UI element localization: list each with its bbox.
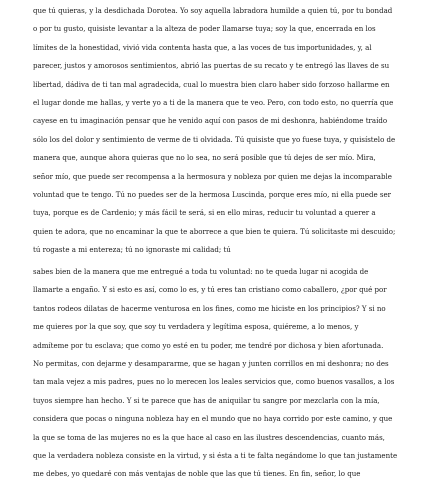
- text-line: el lugar donde me hallas, y verte yo a ti de la manera que te veo. Pero, con todo esto, no querría que: [33, 98, 394, 108]
- text-line: señor mío, que puede ser recompensa a la hermosura y nobleza por quien me dejas la incomparable: [33, 171, 392, 181]
- text-line: voluntad que te tengo. Tú no puedes ser de la hermosa Luscinda, porque eres mío, ni ella puede ser: [33, 190, 392, 200]
- text-line: que tú quieras, y la desdichada Dorotea. Yo soy aquella labradora humilde a quien tú, por tu bondad: [33, 6, 393, 15]
- text-line: admíteme por tu esclava; que como yo esté en tu poder, me tendré por dichosa y bien afortunada.: [33, 340, 384, 350]
- text-line: me quieres por la que soy, que soy tu verdadera y legítima esposa, quiéreme, a lo menos, y: [33, 322, 359, 332]
- text-line: tan mala vejez a mis padres, pues no lo merecen los leales servicios que, como buenos vasallos, a los: [33, 377, 395, 387]
- text-line: que la verdadera nobleza consiste en la virtud, y si ésta a ti te falta negándome lo que tan justamente: [33, 451, 398, 461]
- text-line: libertad, dádiva de ti tan mal agradecida, cual lo muestra bien claro haber sido forzoso hallarme en: [33, 79, 390, 89]
- text-line: la que se toma de las mujeres no es la que hace al caso en las ilustres descendencias, cuanto más,: [33, 432, 385, 442]
- text-line: manera que, aunque ahora quieras que no lo sea, no será posible que tú dejes de ser mío. Mira,: [33, 153, 376, 163]
- text-line: cayese en tu imaginación pensar que he venido aquí con pasos de mi deshonra, habiéndome traído: [33, 116, 388, 126]
- text-line: quien te adora, que no encaminar la que te aborrece a que bien te quiera. Tú solicitaste mi descuido;: [33, 226, 396, 236]
- text-line: tuya, porque es de Cardenio; y más fácil te será, si en ello miras, reducir tu voluntad a querer a: [33, 208, 376, 218]
- text-line: tú rogaste a mi entereza; tú no ignoraste mi calidad; tú: [33, 245, 231, 255]
- text-line: me debes, yo quedaré con más ventajas de noble que las que tú tienes. En fin, señor, lo que: [33, 469, 361, 479]
- text-line: sólo los del dolor y sentimiento de verme de ti olvidada. Tú quisiste que yo fuese tuya, y quisístelo de: [33, 134, 396, 144]
- text-line: parecer, justos y amorosos sentimientos, abrió las puertas de su recato y te entregó las llaves de su: [33, 61, 390, 71]
- text-line: tantos rodeos dilatas de hacerme venturosa en los fines, como me hiciste en los principios? Y si no: [33, 303, 386, 313]
- text-line: considera que pocas o ninguna nobleza hay en el mundo que no haya corrido por este camino, y que: [33, 414, 393, 424]
- text-line: tuyos siempre han hecho. Y si te parece que has de aniquilar tu sangre por mezclarla con la mía,: [33, 395, 380, 405]
- text-line: No permitas, con dejarme y desampararme, que se hagan y junten corrillos en mi deshonra; no des: [33, 359, 389, 369]
- text-line: llamarte a engaño. Y si esto es así, como lo es, y tú eres tan cristiano como caballero, ¿por qué por: [33, 285, 387, 295]
- paragraph-2: [33, 263, 425, 484]
- paragraph-1: [33, 2, 425, 260]
- text-line: límites de la honestidad, vivió vida contenta hasta que, a las voces de tus importunidades, y, al: [33, 42, 372, 52]
- text-line: o por tu gusto, quisiste levantar a la alteza de poder llamarse tuya; soy la que, encerrada en los: [33, 24, 376, 34]
- text-line: sabes bien de la manera que me entregué a toda tu voluntad: no te queda lugar ni acogida de: [33, 267, 369, 276]
